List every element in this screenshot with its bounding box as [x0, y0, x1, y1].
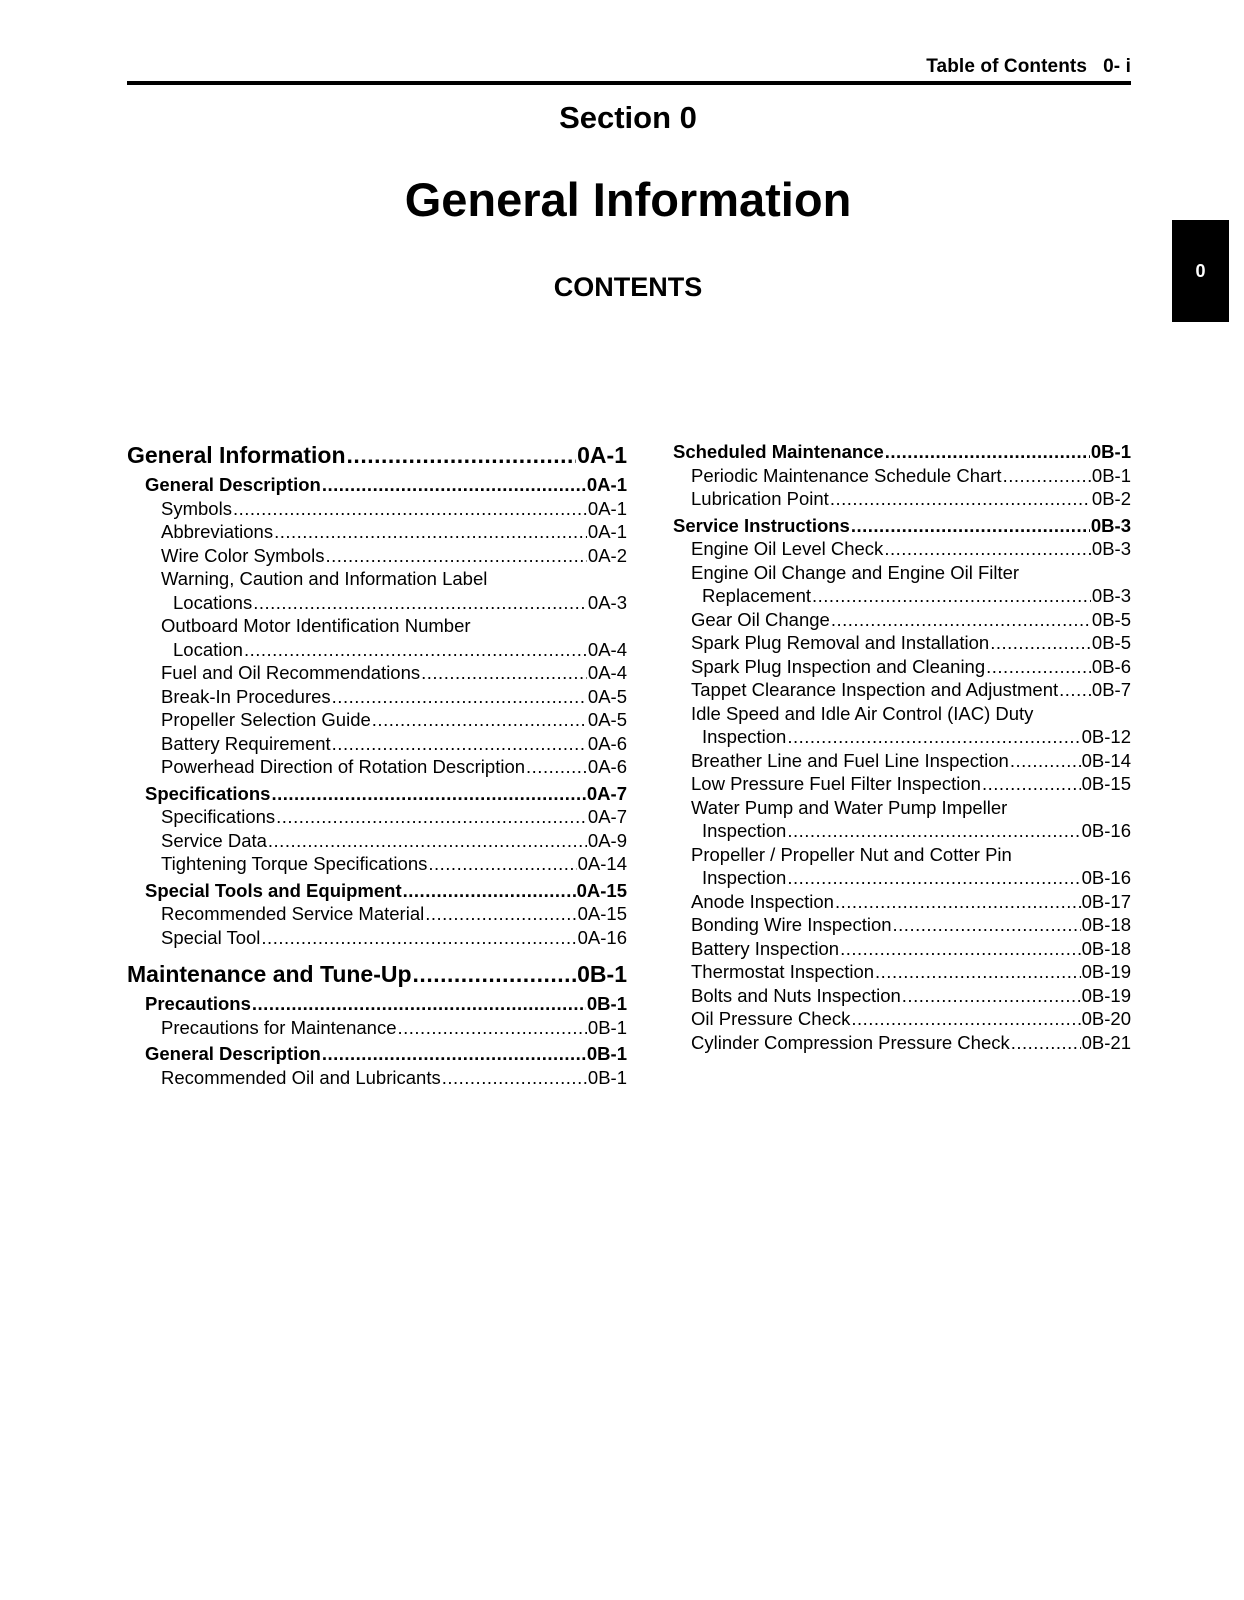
- toc-section[interactable]: [127, 782, 627, 806]
- toc-entry-title: Cylinder Compression Pressure Check: [691, 1031, 1010, 1053]
- toc-entry-title: Low Pressure Fuel Filter Inspection: [691, 773, 981, 794]
- toc-entry-title: Water Pump and Water Pump Impeller: [691, 796, 1008, 818]
- toc-entry-title: Outboard Motor Identification Number: [161, 615, 471, 636]
- dot-leader: [425, 902, 576, 926]
- toc-entry-title: Gear Oil Change: [691, 608, 830, 630]
- toc-entry[interactable]: [127, 708, 627, 732]
- toc-page-number: 0B-3: [1091, 538, 1131, 559]
- toc-entry[interactable]: [127, 544, 627, 568]
- toc-entry[interactable]: [673, 937, 1131, 961]
- dot-leader: [893, 913, 1081, 937]
- toc-page-number: 0A-7: [586, 782, 627, 804]
- toc-entry-title: Wire Color Symbols: [161, 544, 325, 566]
- toc-entry-title: Tightening Torque Specifications: [161, 853, 428, 874]
- toc-page-number: 0A-1: [587, 521, 627, 542]
- toc-page-number: 0A-1: [587, 497, 627, 519]
- toc-entry-row: [673, 819, 1131, 843]
- toc-entry-title: Lubrication Point: [691, 488, 829, 509]
- toc-entry[interactable]: [127, 829, 627, 853]
- toc-entry-title: General Information: [127, 442, 346, 468]
- toc-entry[interactable]: [127, 614, 627, 661]
- toc-entry[interactable]: [673, 464, 1131, 488]
- toc-page-number: 0B-3: [1091, 585, 1131, 606]
- toc-page-number: 0A-6: [587, 732, 627, 754]
- toc-entry-title: Battery Inspection: [691, 937, 840, 959]
- dot-leader: [787, 866, 1080, 890]
- toc-page-number: 0B-12: [1081, 726, 1131, 747]
- toc-page-number: 0B-19: [1081, 984, 1131, 1006]
- toc-entry[interactable]: [673, 1007, 1131, 1031]
- running-header: Table of Contents 0- i: [926, 56, 1131, 77]
- toc-entry[interactable]: [127, 926, 627, 950]
- dot-leader: [325, 544, 586, 568]
- toc-page-number: 0B-21: [1081, 1031, 1131, 1053]
- toc-page-number: 0A-4: [587, 662, 627, 683]
- toc-entry-row: [673, 866, 1131, 890]
- page-title: General Information: [404, 173, 852, 226]
- header-rule: [127, 81, 1131, 85]
- toc-entry[interactable]: [673, 487, 1131, 511]
- toc-page-number: 0B-14: [1081, 749, 1131, 771]
- toc-entry-title: Precautions: [145, 993, 251, 1014]
- toc-page-number: 0A-1: [586, 474, 627, 495]
- toc-entry[interactable]: [673, 655, 1131, 679]
- dot-leader: [233, 497, 587, 521]
- toc-page-number: 0A-5: [587, 685, 627, 707]
- toc-page-number: 0B-1: [586, 993, 627, 1014]
- dot-leader: [812, 584, 1091, 608]
- toc-page-number: 0B-7: [1091, 679, 1131, 700]
- dot-leader: [442, 1066, 587, 1090]
- toc-page-number: 0B-1: [586, 1043, 627, 1064]
- toc-page-number: 0B-5: [1091, 608, 1131, 630]
- toc-page-number: 0B-1: [587, 1066, 627, 1088]
- toc-page-number: 0A-14: [577, 853, 627, 874]
- toc-entry[interactable]: [127, 661, 627, 685]
- toc-entry-title: Periodic Maintenance Schedule Chart: [691, 464, 1002, 486]
- toc-page-number: 0A-2: [587, 544, 627, 566]
- dot-leader: [851, 514, 1090, 538]
- toc-entry-title: Propeller / Propeller Nut and Cotter Pin: [691, 843, 1012, 865]
- toc-entry-row: [127, 591, 627, 615]
- toc-chapter[interactable]: [127, 440, 627, 470]
- toc-entry-title-cont: Inspection: [702, 867, 787, 888]
- toc-entry-title: Recommended Oil and Lubricants: [161, 1066, 441, 1088]
- toc-entry[interactable]: [127, 1066, 627, 1090]
- dot-leader: [787, 819, 1080, 843]
- toc-entry-title: Fuel and Oil Recommendations: [161, 662, 421, 683]
- toc-entry-title: Tappet Clearance Inspection and Adjustment: [691, 679, 1059, 700]
- toc-page-number: 0B-16: [1081, 820, 1131, 841]
- toc-section[interactable]: [127, 1042, 627, 1066]
- dot-leader: [322, 1042, 586, 1066]
- toc-page-number: 0A-15: [576, 879, 627, 901]
- dot-leader: [982, 772, 1081, 796]
- toc-page-number: 0B-6: [1091, 655, 1131, 677]
- toc-entry-title: Abbreviations: [161, 521, 274, 542]
- toc-entry-title: Anode Inspection: [691, 890, 834, 912]
- dot-leader: [332, 732, 587, 756]
- toc-entry-title: Recommended Service Material: [161, 903, 425, 924]
- dot-leader: [372, 708, 587, 732]
- section-tab: [1172, 220, 1229, 322]
- dot-leader: [421, 661, 587, 685]
- toc-entry-title-cont: Inspection: [702, 820, 787, 841]
- toc-entry[interactable]: [127, 685, 627, 709]
- toc-page-number: 0A-15: [577, 903, 627, 924]
- section-tab-label: 0: [1195, 260, 1206, 281]
- dot-leader: [831, 608, 1091, 632]
- toc-page-number: 0A-16: [577, 926, 627, 948]
- toc-entry-title: General Description: [145, 474, 321, 495]
- toc-entry[interactable]: [673, 913, 1131, 937]
- dot-leader: [986, 655, 1091, 679]
- toc-entry-title: Symbols: [161, 497, 232, 519]
- dot-leader: [1011, 1031, 1081, 1055]
- contents-heading: CONTENTS: [553, 272, 703, 302]
- dot-leader: [322, 473, 586, 497]
- toc-entry-title: Special Tools and Equipment: [145, 879, 402, 901]
- toc-entry-title: Battery Requirement: [161, 732, 331, 754]
- toc-page-number: 0A-9: [587, 829, 627, 851]
- toc-entry[interactable]: [127, 520, 627, 544]
- toc-entry-title: Propeller Selection Guide: [161, 709, 371, 730]
- dot-leader: [875, 960, 1081, 984]
- dot-leader: [851, 1007, 1080, 1031]
- toc-entry-row: [673, 584, 1131, 608]
- dot-leader: [332, 685, 587, 709]
- toc-entry-title: Engine Oil Level Check: [691, 538, 884, 559]
- toc-entry-title: Service Instructions: [673, 514, 850, 536]
- toc-entry[interactable]: [673, 843, 1131, 890]
- toc-entry[interactable]: [127, 805, 627, 829]
- toc-entry-title: Specifications: [161, 806, 276, 827]
- toc-section[interactable]: [127, 992, 627, 1016]
- toc-entry-title: Idle Speed and Idle Air Control (IAC) Duty: [691, 702, 1034, 724]
- toc-entry[interactable]: [127, 1016, 627, 1040]
- dot-leader: [1003, 464, 1091, 488]
- toc-section[interactable]: [127, 879, 627, 903]
- toc-entry[interactable]: [673, 1031, 1131, 1055]
- dot-leader: [884, 537, 1091, 561]
- dot-leader: [253, 591, 587, 615]
- dot-leader: [835, 890, 1081, 914]
- toc-entry-title: Warning, Caution and Information Label: [161, 568, 488, 589]
- dot-leader: [902, 984, 1081, 1008]
- dot-leader: [990, 631, 1091, 655]
- dot-leader: [830, 487, 1091, 511]
- toc-page-number: 0B-1: [1090, 441, 1131, 462]
- dot-leader: [276, 805, 587, 829]
- dot-leader: [1059, 678, 1091, 702]
- toc-entry-title: Precautions for Maintenance: [161, 1016, 397, 1038]
- dot-leader: [403, 879, 576, 903]
- toc-entry[interactable]: [127, 732, 627, 756]
- dot-leader: [428, 852, 576, 876]
- toc-page-number: 0B-1: [1091, 464, 1131, 486]
- toc-page-number: 0B-3: [1090, 514, 1131, 536]
- toc-entry-title-cont: Location: [173, 638, 243, 660]
- toc-page-number: 0B-2: [1091, 488, 1131, 509]
- toc-entry[interactable]: [673, 960, 1131, 984]
- dot-leader: [244, 638, 587, 662]
- toc-page-number: 0A-6: [587, 756, 627, 777]
- toc-entry-row: [127, 638, 627, 662]
- dot-leader: [268, 829, 587, 853]
- toc-entry[interactable]: [673, 749, 1131, 773]
- toc-page-number: 0A-5: [587, 709, 627, 730]
- toc-chapter[interactable]: [127, 959, 627, 989]
- dot-leader: [1010, 749, 1081, 773]
- toc-entry-title: Bonding Wire Inspection: [691, 914, 892, 935]
- toc-entry-title-cont: Inspection: [702, 726, 787, 747]
- toc-entry-title: General Description: [145, 1043, 321, 1064]
- toc-section[interactable]: [673, 440, 1131, 464]
- toc-entry-title: Bolts and Nuts Inspection: [691, 984, 901, 1006]
- toc-entry-title: Service Data: [161, 829, 267, 851]
- toc-page-number: 0B-1: [577, 961, 627, 987]
- toc-entry[interactable]: [673, 561, 1131, 608]
- toc-entry[interactable]: [127, 755, 627, 779]
- toc-entry[interactable]: [673, 678, 1131, 702]
- toc-left-column: [127, 440, 627, 1089]
- toc-page-number: 0B-15: [1081, 773, 1131, 794]
- toc-entry-title-cont: Replacement: [702, 585, 812, 606]
- toc-entry-title: Break-In Procedures: [161, 685, 331, 707]
- toc-entry[interactable]: [673, 984, 1131, 1008]
- toc-page-number: 0B-19: [1081, 961, 1131, 982]
- dot-leader: [261, 926, 576, 950]
- toc-page-number: 0B-18: [1081, 914, 1131, 935]
- toc-page-number: 0B-1: [587, 1016, 627, 1038]
- toc-entry-title: Spark Plug Removal and Installation: [691, 632, 990, 653]
- toc-entry[interactable]: [673, 631, 1131, 655]
- toc-entry-title: Oil Pressure Check: [691, 1008, 851, 1029]
- toc-page-number: 0B-20: [1081, 1008, 1131, 1029]
- toc-entry-title-cont: Locations: [173, 591, 253, 613]
- toc-entry-title: Specifications: [145, 782, 271, 804]
- section-label: Section 0: [559, 100, 697, 135]
- dot-leader: [274, 520, 587, 544]
- toc-entry[interactable]: [673, 702, 1131, 749]
- dot-leader: [413, 959, 577, 989]
- toc-page-number: 0A-7: [587, 806, 627, 827]
- dot-leader: [252, 992, 586, 1016]
- toc-entry-row: [673, 725, 1131, 749]
- toc-page-number: 0B-17: [1081, 890, 1131, 912]
- toc-entry[interactable]: [673, 890, 1131, 914]
- toc-right-column: [673, 440, 1131, 1054]
- toc-entry[interactable]: [127, 497, 627, 521]
- toc-entry-title: Spark Plug Inspection and Cleaning: [691, 655, 986, 677]
- toc-entry-title: Thermostat Inspection: [691, 961, 875, 982]
- toc-page-number: 0A-3: [587, 591, 627, 613]
- dot-leader: [885, 440, 1090, 464]
- toc-entry-title: Breather Line and Fuel Line Inspection: [691, 749, 1009, 771]
- toc-page-number: 0A-4: [587, 638, 627, 660]
- toc-entry-title: Maintenance and Tune-Up: [127, 961, 412, 987]
- toc-section[interactable]: [673, 514, 1131, 538]
- toc-entry[interactable]: [127, 902, 627, 926]
- dot-leader: [526, 755, 587, 779]
- toc-entry[interactable]: [673, 772, 1131, 796]
- toc-entry-title: Special Tool: [161, 926, 261, 948]
- dot-leader: [840, 937, 1081, 961]
- toc-entry[interactable]: [127, 567, 627, 614]
- toc-entry[interactable]: [673, 608, 1131, 632]
- dot-leader: [271, 782, 585, 806]
- toc-page-number: 0B-16: [1081, 867, 1131, 888]
- toc-entry[interactable]: [673, 796, 1131, 843]
- toc-entry-title: Powerhead Direction of Rotation Description: [161, 756, 526, 777]
- toc-page-number: 0A-1: [577, 442, 627, 468]
- dot-leader: [787, 725, 1080, 749]
- toc-page-number: 0B-5: [1091, 632, 1131, 653]
- toc-page-number: 0B-18: [1081, 937, 1131, 959]
- toc-section[interactable]: [127, 473, 627, 497]
- toc-entry[interactable]: [127, 852, 627, 876]
- dot-leader: [398, 1016, 587, 1040]
- toc-entry-title: Engine Oil Change and Engine Oil Filter: [691, 561, 1020, 583]
- toc-entry[interactable]: [673, 537, 1131, 561]
- toc-entry-title: Scheduled Maintenance: [673, 441, 884, 462]
- dot-leader: [347, 440, 577, 470]
